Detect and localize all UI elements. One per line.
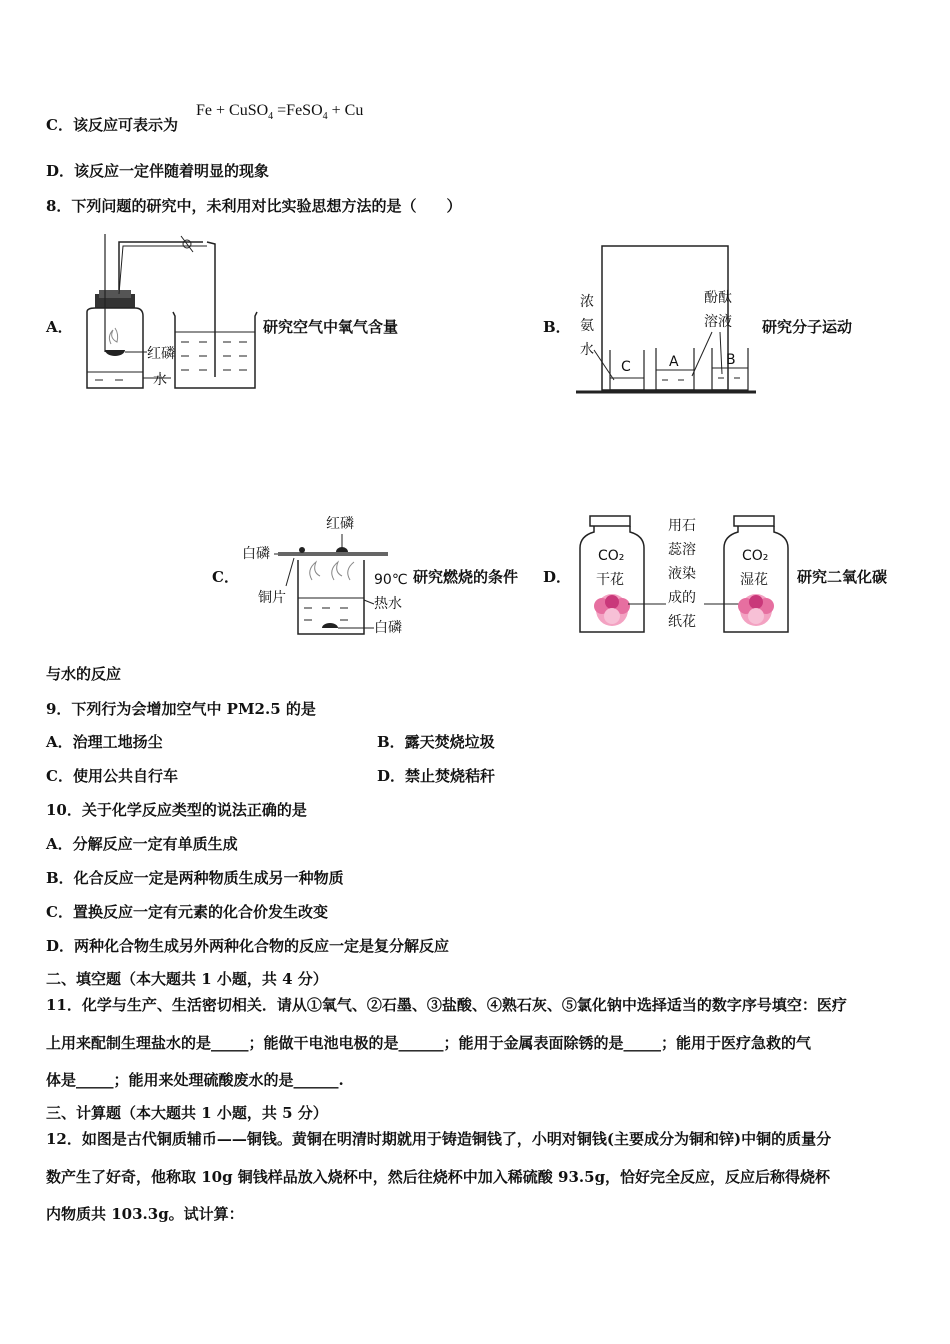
q8-option-a-caption: 研究空气中氧气含量 — [263, 318, 399, 336]
middle-label-1: 用石 — [668, 518, 696, 534]
beaker-a-label: A — [669, 354, 679, 370]
q9-option-d: D．禁止焚烧秸秆 — [377, 767, 496, 785]
middle-label-4: 成的 — [668, 590, 696, 606]
label-90c: 90℃ — [374, 572, 408, 588]
figure-co2-water-reaction — [572, 512, 797, 642]
label-copper-plate: 铜片 — [258, 590, 286, 606]
label-white-phosphorus-top: 白磷 — [242, 546, 270, 562]
q7-option-d: D．该反应一定伴随着明显的现象 — [46, 162, 270, 180]
q12-line-3: 内物质共 103.3g。试计算： — [46, 1205, 244, 1223]
label-phenol-2: 溶液 — [704, 314, 732, 330]
q8-option-d-caption: 研究二氧化碳 — [797, 568, 888, 586]
flower-dry — [594, 594, 630, 626]
q10-option-d: D．两种化合物生成另外两种化合物的反应一定是复分解反应 — [46, 937, 450, 955]
section-fill-in-heading: 二、填空题（本大题共 1 小题，共 4 分） — [46, 970, 328, 988]
q8-option-c-letter: C． — [212, 568, 239, 586]
q10-option-b: B．化合反应一定是两种物质生成另一种物质 — [46, 869, 344, 887]
section-calculation-heading: 三、计算题（本大题共 1 小题，共 5 分） — [46, 1104, 328, 1122]
label-hot-water: 热水 — [374, 596, 402, 612]
q8-option-a-letter: A． — [46, 318, 73, 336]
flower-wet — [738, 594, 774, 626]
q8-stem: 8．下列问题的研究中，未利用对比实验思想方法的是（ ） — [46, 197, 462, 215]
q10-option-a: A．分解反应一定有单质生成 — [46, 835, 238, 853]
label-ammonia-2: 氨 — [580, 318, 594, 334]
q10-option-c: C．置换反应一定有元素的化合价发生改变 — [46, 903, 328, 921]
jar1-flower-label: 干花 — [596, 572, 624, 588]
q8-option-d-letter: D． — [543, 568, 572, 586]
label-phenol-1: 酚酞 — [704, 290, 732, 306]
q7-equation: Fe + CuSO$_4$ =FeSO$_4$ + Cu — [196, 102, 364, 123]
q11-line-3: 体是_____；能用来处理硫酸废水的是______. — [46, 1071, 344, 1089]
q8-option-c-caption: 研究燃烧的条件 — [413, 568, 519, 586]
figure-oxygen-content — [75, 232, 260, 397]
q12-line-2: 数产生了好奇，他称取 10g 铜钱样品放入烧杯中，然后往烧杯中加入稀硫酸 93.5g，恰好完全反应，反应后称得烧杯 — [46, 1168, 831, 1186]
q9-option-a: A．治理工地扬尘 — [46, 733, 163, 751]
q10-stem: 10．关于化学反应类型的说法正确的是 — [46, 801, 307, 819]
figure-molecular-motion — [572, 240, 760, 400]
jar2-gas-label: CO₂ — [742, 548, 769, 564]
label-white-phosphorus-bottom: 白磷 — [374, 620, 402, 636]
q11-line-1: 11．化学与生产、生活密切相关．请从①氧气、②石墨、③盐酸、④熟石灰、⑤氯化钠中选择适当的数字序号填空：医疗 — [46, 996, 847, 1014]
beaker-b-label: B — [726, 352, 736, 368]
label-water: 水 — [153, 372, 167, 388]
q9-stem: 9．下列行为会增加空气中 PM2.5 的是 — [46, 700, 316, 718]
q8-option-b-letter: B． — [543, 318, 571, 336]
q7-option-c: C．该反应可表示为 — [46, 116, 178, 134]
jar1-gas-label: CO₂ — [598, 548, 625, 564]
q9-option-c: C．使用公共自行车 — [46, 767, 178, 785]
q9-option-b: B．露天焚烧垃圾 — [377, 733, 495, 751]
beaker-c-label: C — [621, 359, 631, 375]
middle-label-5: 纸花 — [668, 614, 696, 630]
q12-line-1: 12．如图是古代铜质辅币——铜钱。黄铜在明清时期就用于铸造铜钱了，小明对铜钱(主要成分为铜和锌)中铜的质量分 — [46, 1130, 832, 1148]
label-red-phosphorus: 红磷 — [147, 346, 175, 362]
label-red-phosphorus-c: 红磷 — [326, 516, 354, 532]
q11-line-2: 上用来配制生理盐水的是_____；能做干电池电极的是______；能用于金属表面除锈的是_____；能用于医疗急救的气 — [46, 1034, 812, 1052]
label-ammonia-3: 水 — [580, 342, 594, 358]
q8-option-d-caption-cont: 与水的反应 — [46, 665, 122, 683]
label-ammonia-1: 浓 — [580, 294, 594, 310]
jar2-flower-label: 湿花 — [740, 572, 768, 588]
middle-label-3: 液染 — [668, 566, 696, 582]
figure-combustion-conditions — [238, 510, 413, 640]
middle-label-2: 蕊溶 — [668, 542, 696, 558]
q8-option-b-caption: 研究分子运动 — [762, 318, 853, 336]
